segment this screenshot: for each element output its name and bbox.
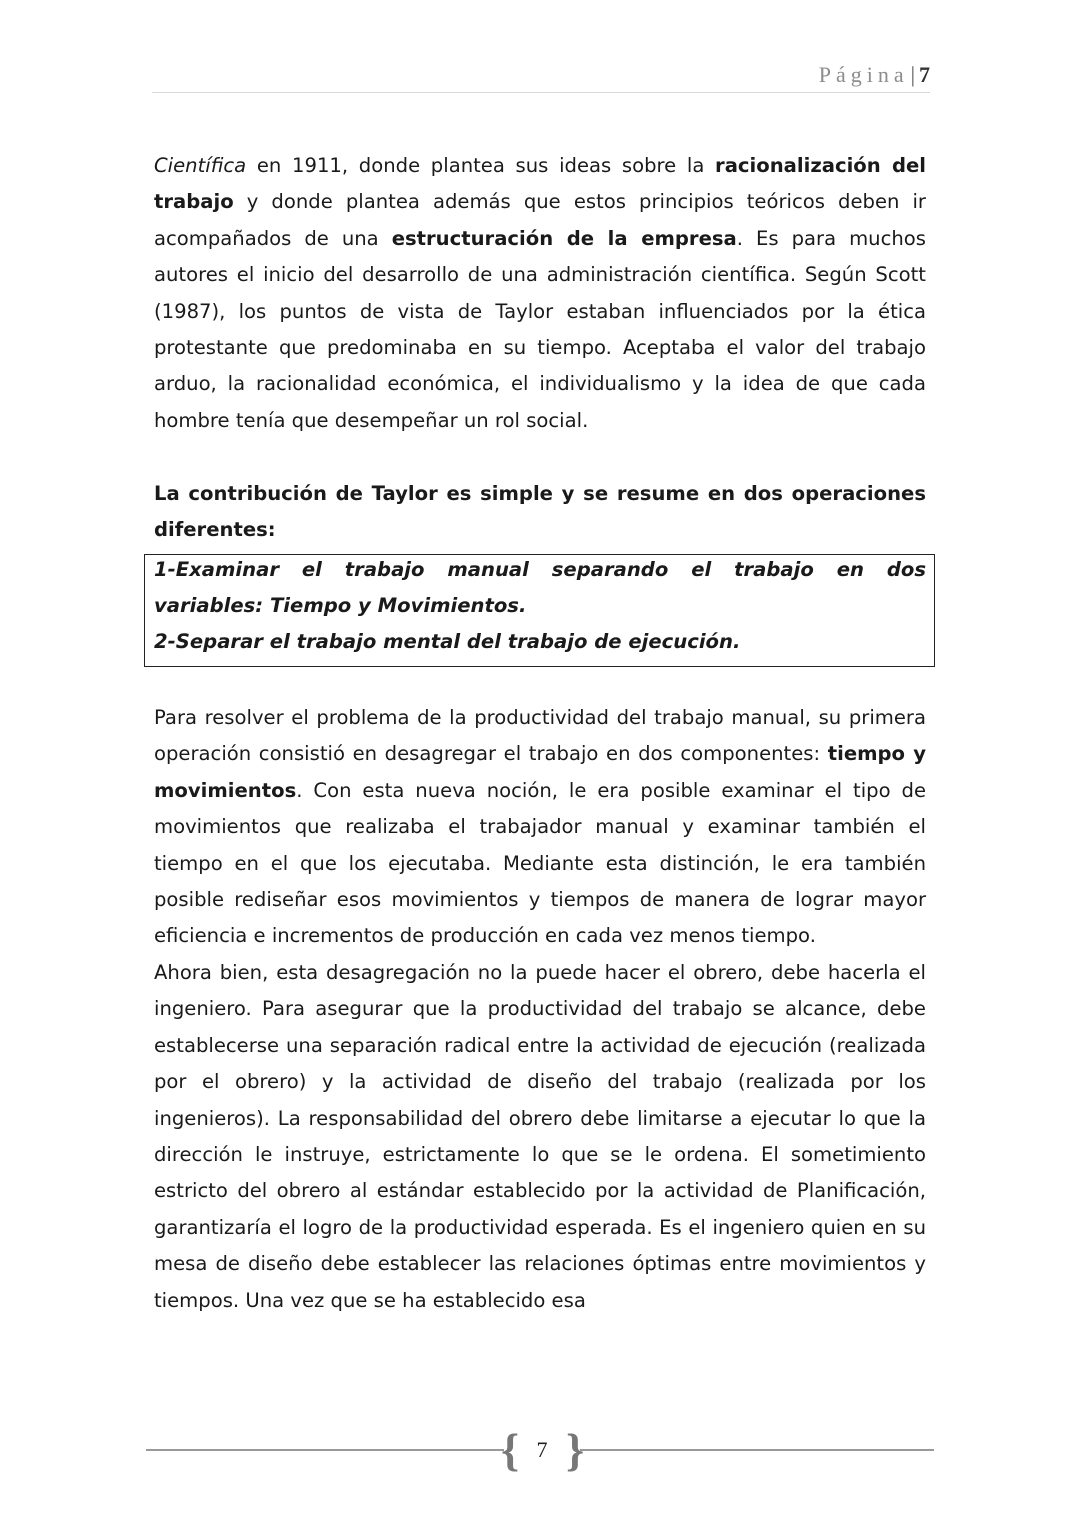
operation-1-line-2: variables: Tiempo y Movimientos. xyxy=(154,594,527,617)
footer-rule-left xyxy=(146,1449,504,1451)
paragraph-intro xyxy=(154,148,926,439)
text: en 1911, donde plantea sus ideas sobre la xyxy=(246,154,716,177)
paragraph-separation: Ahora bien, esta desagregación no la puede hacer el obrero, debe hacerla el ingeniero. Para asegurar que la productividad del trabajo se alcance, debe establecerse una separación radical entre la actividad de ejecución (realizada por el obrero) y la actividad de diseño del trabajo (realizada por los ingenieros). La responsabilidad del obrero debe limitarse a ejecutar lo que la dirección le instruye, estrictamente lo que se le ordena. El sometimiento estricto del obrero al estándar establecido por la actividad de Planificación, garantizaría el logro de la productividad esperada. Es el ingeniero quien en su mesa de diseño debe establecer las relaciones óptimas entre movimientos y tiempos. Una vez que se ha establecido esa xyxy=(154,961,926,1312)
text-bold: racionalización del trabajo xyxy=(154,154,927,214)
page-header xyxy=(152,62,930,93)
text: y donde plantea además que estos principios teóricos deben ir acompañados de una xyxy=(154,190,926,250)
text: . Es para muchos autores el inicio del desarrollo de una administración científica. Según Scott (1987), los puntos de vista de Taylor estaban influenciados por la ética protestante que predominaba en su tiempo. Aceptaba el valor del trabajo arduo, la racionalidad económica, el individualismo y la idea de que cada hombre tenía que desempeñar un rol social. xyxy=(154,226,926,432)
header-separator: | xyxy=(910,62,915,87)
operation-2: 2-Separar el trabajo mental del trabajo de ejecución. xyxy=(154,630,741,653)
section-heading: La contribución de Taylor es simple y se resume en dos operaciones diferentes: xyxy=(154,482,926,542)
footer-rule-right xyxy=(580,1449,934,1451)
text-italic: Científica xyxy=(154,154,247,177)
paragraph-productivity xyxy=(154,700,926,955)
text: Para resolver el problema de la productividad del trabajo manual, su primera operación consistió en desagregar el trabajo en dos componentes: xyxy=(154,706,926,766)
footer-page-number: 7 xyxy=(536,1437,548,1462)
header-page-number: 7 xyxy=(919,62,930,87)
operation-1-line-1: 1-Examinar el trabajo manual separando el trabajo en dos xyxy=(154,558,926,581)
text-bold: estructuración de la empresa xyxy=(391,226,737,250)
text-bold: tiempo y movimientos xyxy=(154,742,927,802)
footer-right-brace: } xyxy=(566,1424,585,1475)
footer-left-brace: { xyxy=(501,1424,520,1475)
header-page-word: Página xyxy=(818,62,909,87)
text: . Con esta nueva noción, le era posible examinar el tipo de movimientos que realizaba el trabajador manual y examinar también el tiempo en el que los ejecutaba. Mediante esta distinción, le era también posible rediseñar esos movimientos y tiempos de manera de lograr mayor eficiencia e incrementos de producción en cada vez menos tiempo. xyxy=(154,778,926,948)
